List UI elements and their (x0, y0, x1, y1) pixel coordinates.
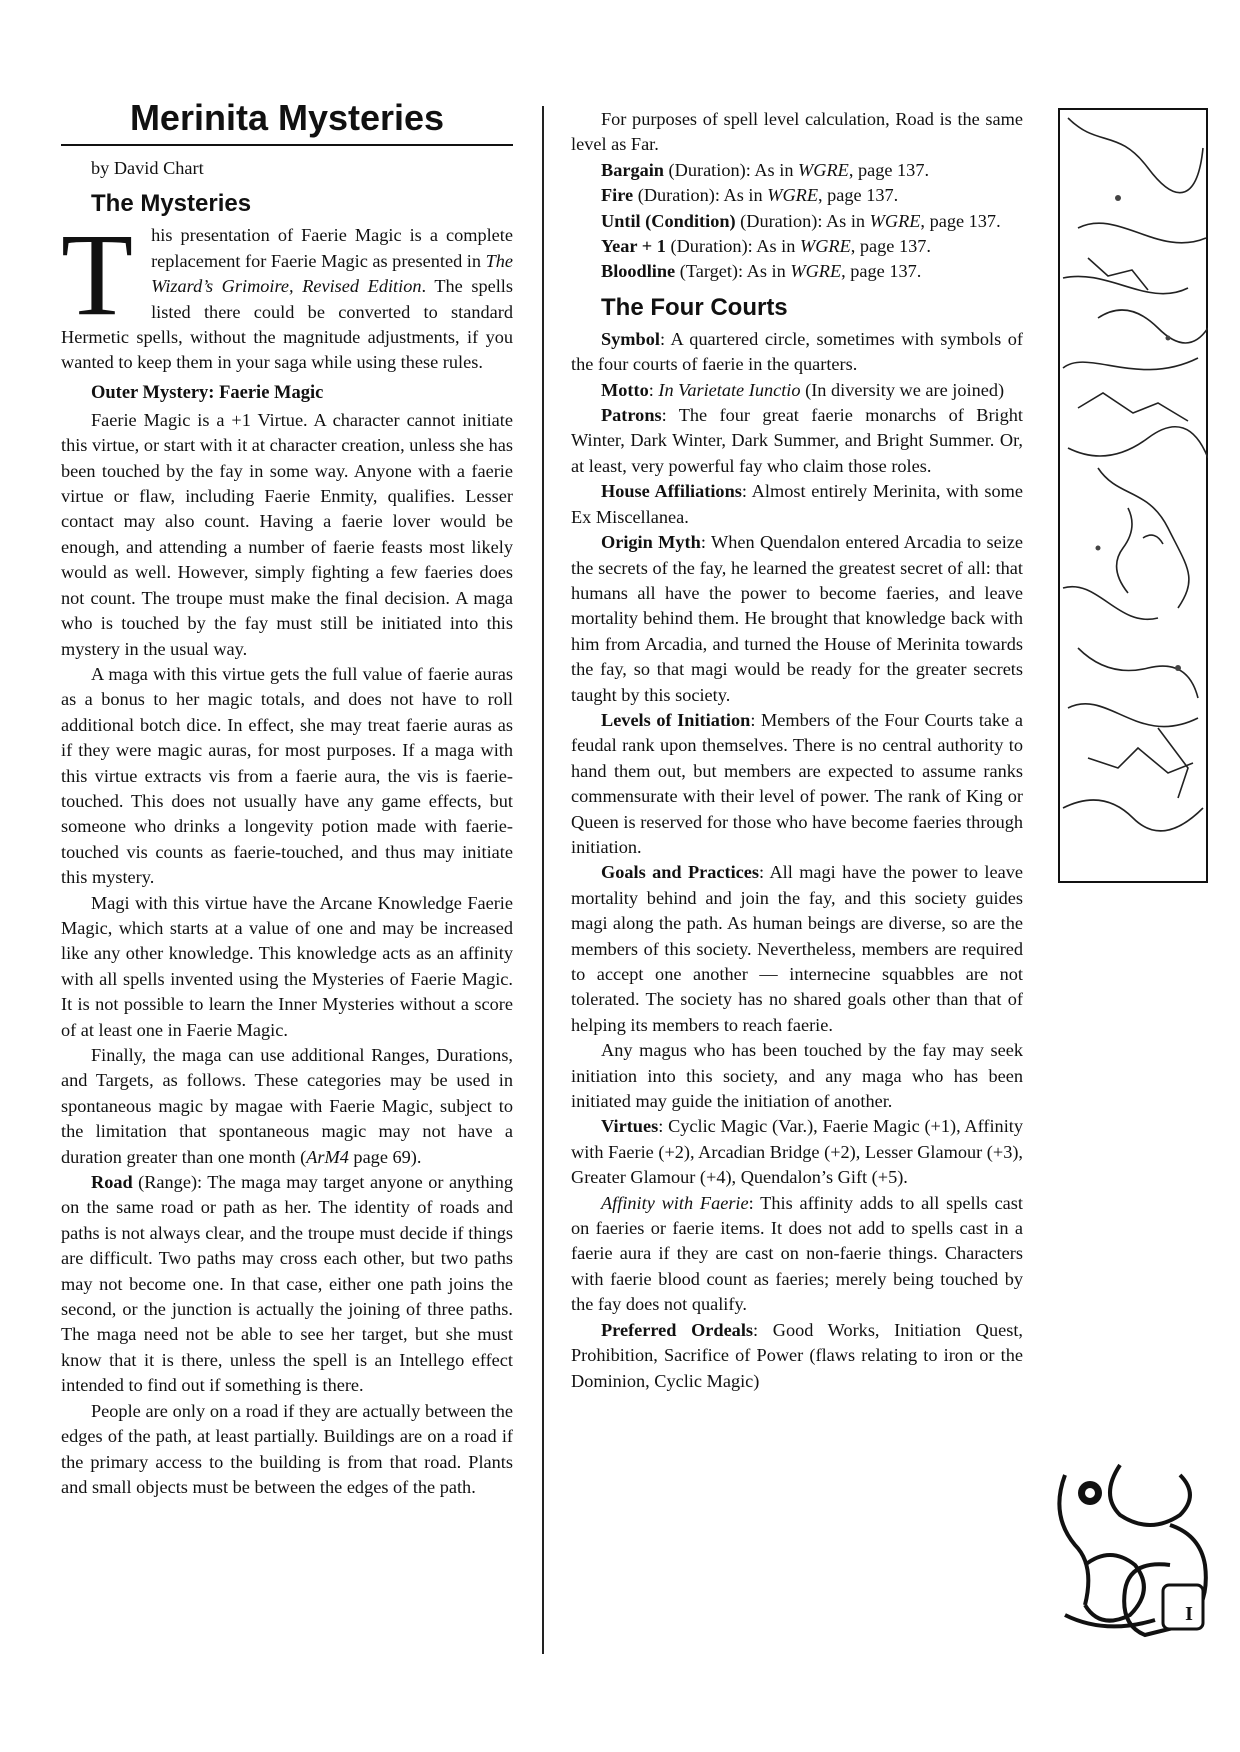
section-heading-four-courts: The Four Courts (601, 293, 788, 321)
faerie-illustration (1058, 108, 1208, 883)
intro-paragraph (61, 209, 514, 375)
section-heading-mysteries: The Mysteries (91, 190, 252, 218)
target-bloodline: Bloodline (Target): As in WGRE, page 137. (601, 261, 922, 282)
entry-origin-myth: Origin Myth: When Quendalon entered Arcadia to seize the secrets of the fay, he learned the greatest secret of all: that humans all have the power to become faeries, and leave mortality behind them. He brought that knowledge back with him from Arcadia, and turned the House of Merinita towards the fay, so that magi would be ready for the greater secrets taught by this society. (571, 532, 1024, 705)
entry-symbol: Symbol: A quartered circle, sometimes with symbols of the four courts of faerie in the quarters. (571, 328, 1023, 375)
entry-affinity-with-faerie: Affinity with Faerie: This affinity adds to all spells cast on faeries or faerie items. It does not add to spells cast in a faerie aura if they are cast on non-faerie things. Characters with faerie blood count as faeries; merely being touched by the fay does not qualify. (571, 1192, 1023, 1315)
paragraph-additional-ranges: Finally, the maga can use additional Ranges, Durations, and Targets, as follows. These categories may be used in spontaneous magic by magae with Faerie Magic, subject to the limitation that spontaneous magic may not have a duration greater than one month (ArM4 page 69). (61, 1045, 513, 1167)
intro-text-2: . The spells listed there could be converted to standard Hermetic spells, without the magnitude adjustments, if you wanted to keep them in your saga while using these rules. (61, 276, 513, 373)
entry-virtues: Virtues: Cyclic Magic (Var.), Faerie Magic (+1), Affinity with Faerie (+2), Arcadian Bridge (+2), Lesser Glamour (+3), Greater Glamour (+4), Quendalon’s Gift (+5). (571, 1116, 1023, 1188)
entry-patrons: Patrons: The four great faerie monarchs of Bright Winter, Dark Winter, Dark Summer, and Bright Summer. Or, at least, very powerful fay who claim those roles. (571, 405, 1023, 476)
paragraph-road-people: People are only on a road if they are actually between the edges of the path, at least partially. Buildings are on a road if the primary access to the building is from that road. Plants and small objects must be between the edges of the path. (61, 1400, 513, 1497)
column-divider (542, 106, 544, 1654)
duration-year-plus-one: Year + 1 (Duration): As in WGRE, page 137. (601, 236, 931, 257)
duration-fire: Fire (Duration): As in WGRE, page 137. (601, 185, 899, 206)
entry-preferred-ordeals: Preferred Ordeals: Good Works, Initiation Quest, Prohibition, Sacrifice of Power (flaws relating to iron or the Dominion, Cyclic Magic) (571, 1319, 1023, 1391)
book-ref: ArM4 (306, 1146, 349, 1167)
intro-text: his presentation of Faerie Magic is a complete replacement for Faerie Magic as presented in (151, 225, 513, 271)
paragraph-faerie-auras: A maga with this virtue gets the full value of faerie auras as a bonus to her magic totals, and does not have to roll additional botch dice. In effect, she may treat faerie auras as if they were magic auras, for most purposes. If a maga with this virtue extracts vis from a faerie aura, the vis is faerie-touched. This does not usually have any game effects, but someone who drinks a longevity potion made with faerie-touched vis counts as faerie-touched, and thus may initiate this mystery. (61, 663, 513, 888)
left-column (61, 98, 513, 1500)
paragraph-faerie-magic-virtue: Faerie Magic is a +1 Virtue. A character cannot initiate this virtue, or start with it at character creation, unless she has been touched by the fay in some way. Anyone with a faerie virtue or flaw, including Faerie Enmity, qualifies. Lesser contact may also count. Having a faerie lover would be enough, and attending a number of faerie feasts most likely would as well. However, simply fighting a few faeries does not count. The troupe must make the final decision. A maga who is touched by the fay must still be initiated into this mystery in the usual way. (61, 409, 513, 659)
entry-levels-of-initiation: Levels of Initiation: Members of the Four Courts take a feudal rank upon themselves. There is no central authority to hand them out, but members are expected to assume ranks commensurate with their level of power. The rank of King or Queen is reserved for those who have become faeries through initiation. (571, 709, 1023, 857)
duration-until-condition: Until (Condition) (Duration): As in WGRE, page 137. (601, 210, 1001, 231)
duration-bargain: Bargain (Duration): As in WGRE, page 137. (601, 159, 930, 180)
subheading-outer-mystery: Outer Mystery: Faerie Magic (91, 382, 324, 403)
term-road: Road (91, 1172, 133, 1193)
paragraph-road-level: For purposes of spell level calculation, Road is the same level as Far. (571, 109, 1023, 155)
page-title: Merinita Mysteries (61, 98, 513, 146)
right-column (571, 107, 1023, 1394)
entry-motto: Motto: In Varietate Iunctio (In diversity we are joined) (601, 379, 1005, 400)
entry-house-affiliations: House Affiliations: Almost entirely Merinita, with some Ex Miscellanea. (571, 481, 1023, 527)
paragraph-any-magus: Any magus who has been touched by the fay may seek initiation into this society, and any maga who has been initiated may guide the initiation of another. (571, 1040, 1023, 1112)
entry-goals-and-practices: Goals and Practices: All magi have the power to leave mortality behind and join the fay, and this society guides magi along the path. As human beings are diverse, so are the members of this society. Nevertheless, members are required to accept one another — internecine squabbles are not tolerated. The society has no shared goals other than that of helping its members to reach faerie. (571, 862, 1023, 1035)
drop-cap: T (61, 209, 134, 341)
byline: by David Chart (91, 158, 204, 178)
page-number: I (1185, 1603, 1193, 1625)
paragraph-arcane-knowledge: Magi with this virtue have the Arcane Knowledge Faerie Magic, which starts at a value of one and may be increased like any other knowledge. This knowledge acts as an affinity with all spells invented using the Mysteries of Faerie Magic. It is not possible to learn the Inner Mysteries without a score of at least one in Faerie Magic. (61, 892, 513, 1040)
book-title: The Wizard’s Grimoire, Revised Edition (151, 250, 514, 297)
paragraph-road-range: Road (Range): The maga may target anyone or anything on the same road or path as her. The identity of roads and paths is not always clear, and the troupe must decide if things are difficult. Two paths may cross each other, but two paths may not become one. In that case, either one path joins the second, or the junction is actually the joining of three paths. The maga need not be able to see her target, but she must know that it is there, unless the spell is an Intellego effect intended to find out if something is there. (61, 1172, 513, 1396)
